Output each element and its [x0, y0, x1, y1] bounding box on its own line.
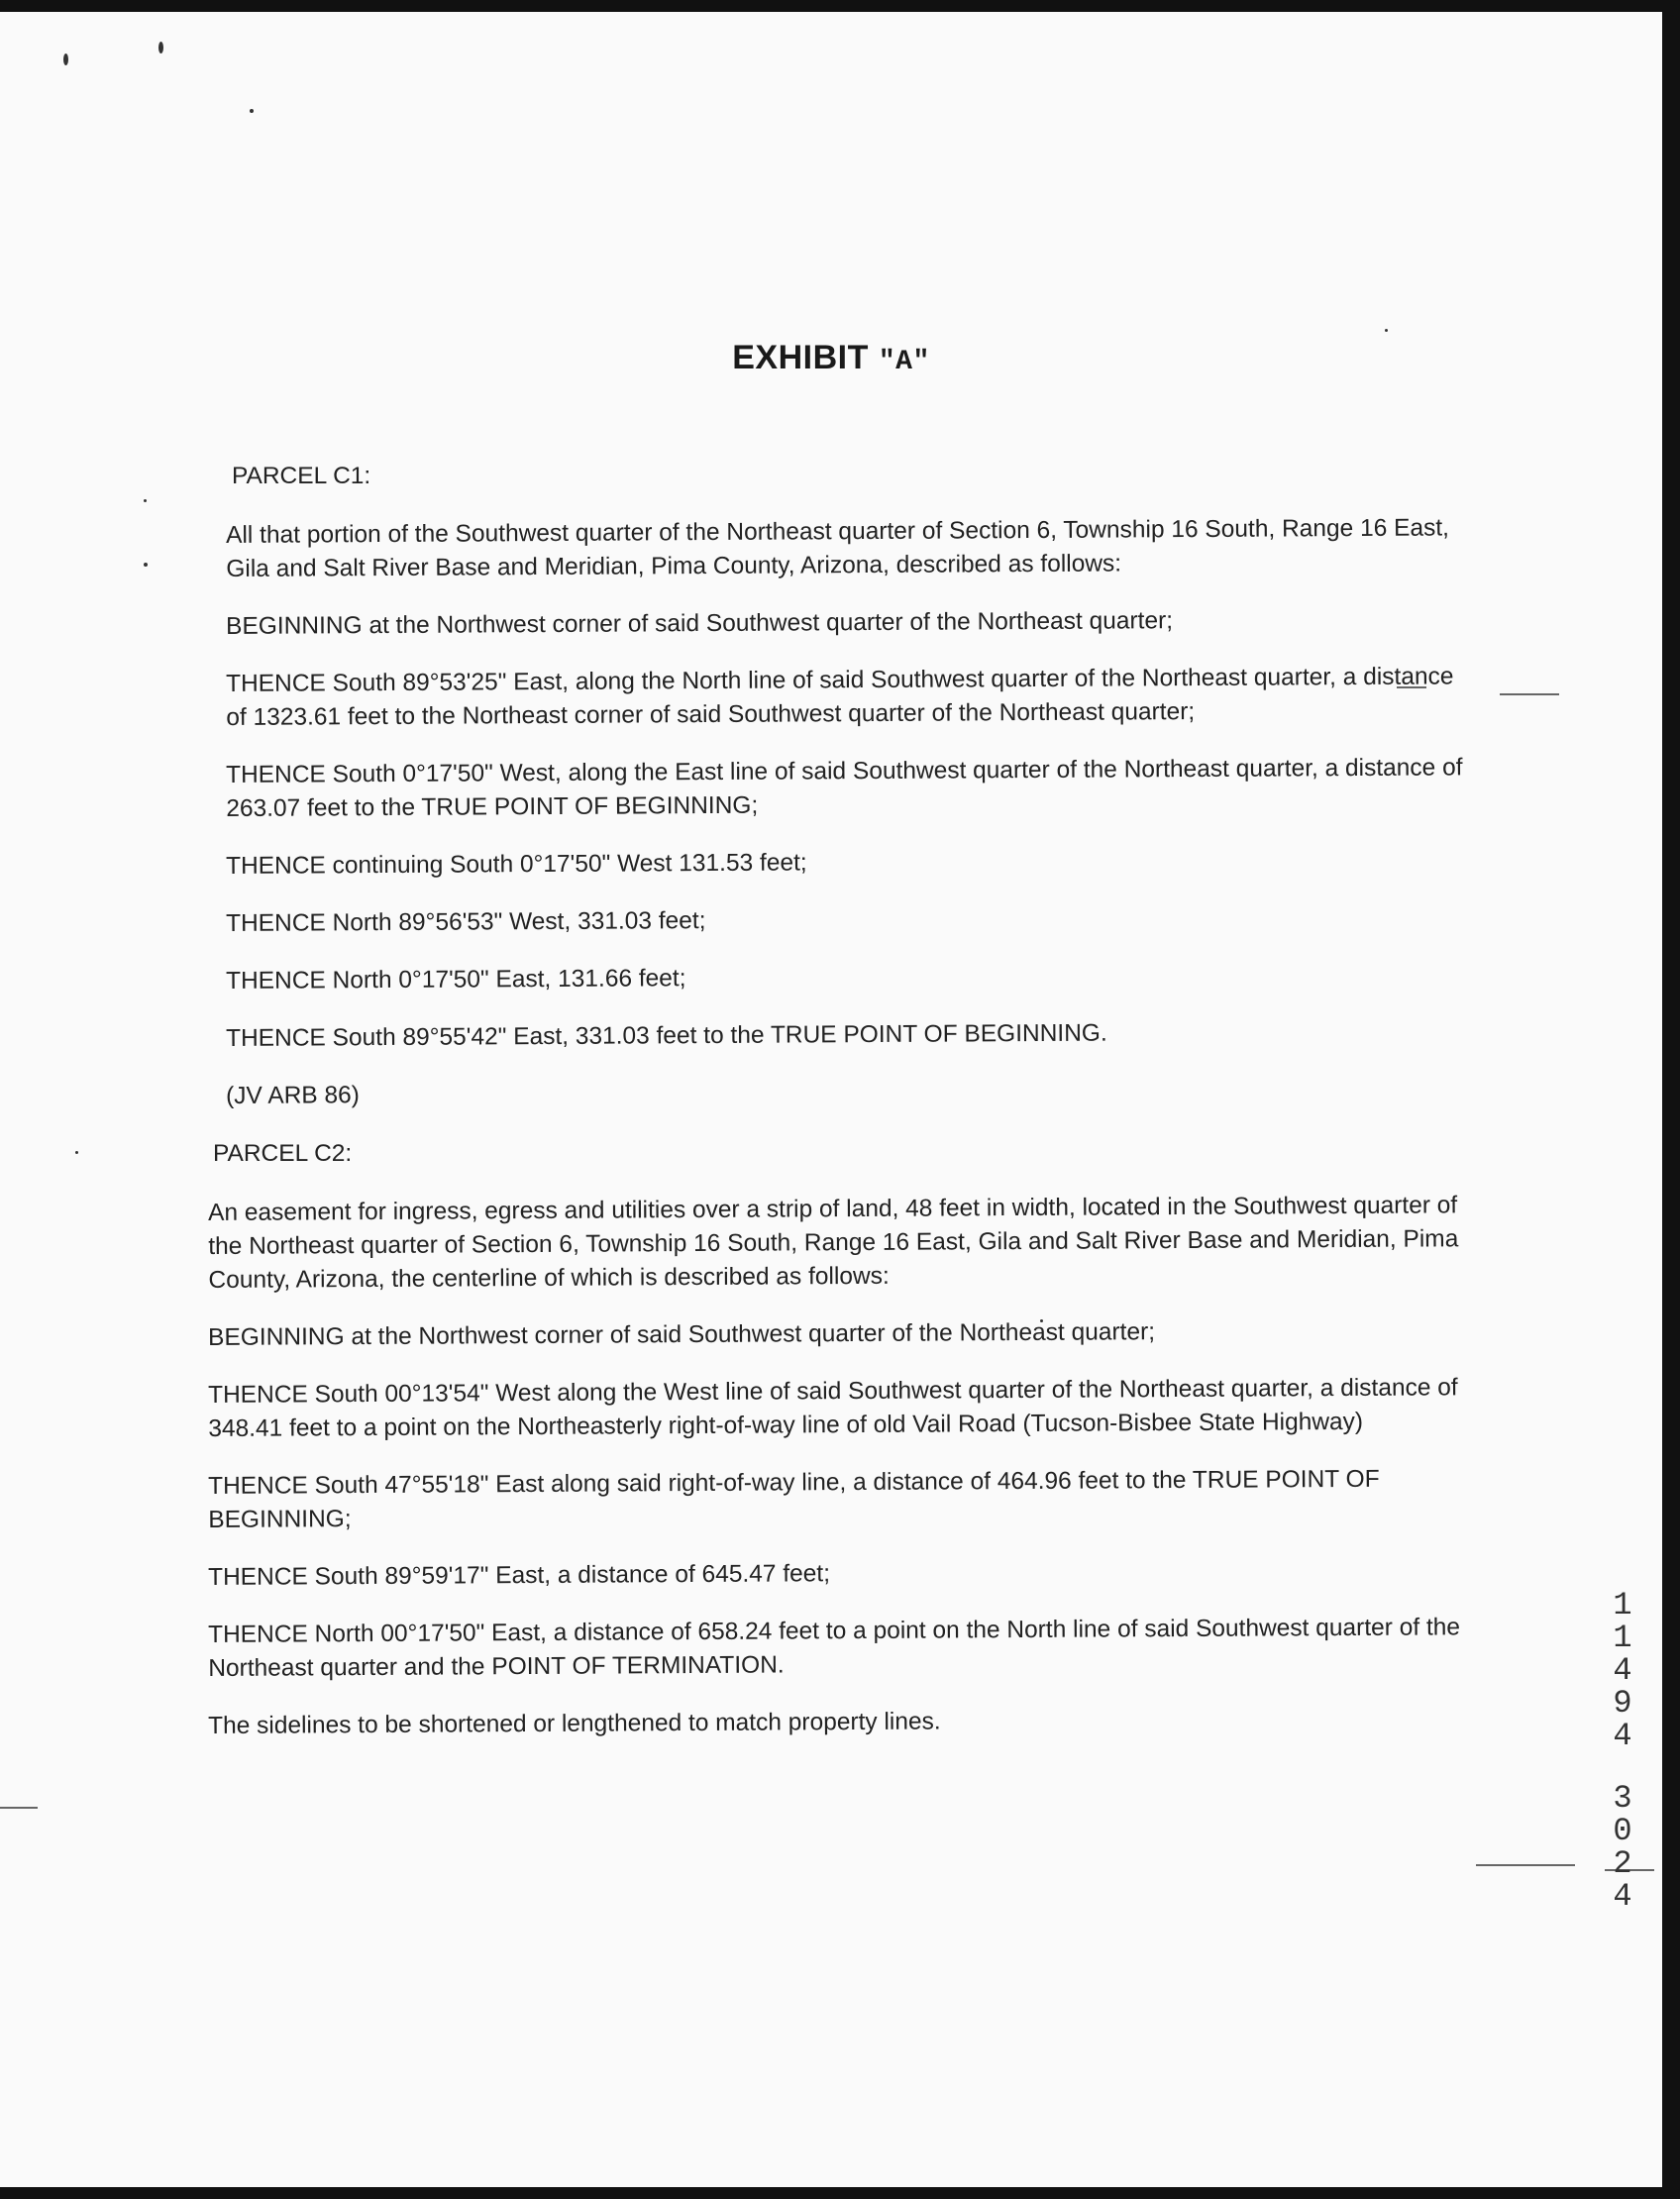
stamp-digit: 1	[1613, 1620, 1632, 1656]
parcel-c2-description: An easement for ingress, egress and utilities over a strip of land, 48 feet in width, located in the Southwest quarter of the Northeast quarter of Section 6, Township 16 South, Range 16 East, Gila and Salt River Base and Meridian, Pima County, Arizona, the centerline of which is described as follows:	[208, 1192, 1459, 1294]
parcel-c1-course-1: THENCE South 89°53'25" East, along the North line of said Southwest quarter of the Northeast quarter, a distance of 1323.61 feet to the Northeast corner of said Southwest quarter of the Northeast quarter;	[226, 663, 1454, 731]
page-title	[0, 339, 1662, 377]
stamp-gap	[1603, 1752, 1642, 1782]
parcel-c1-course-4: THENCE North 89°56'53" West, 331.03 feet;	[226, 907, 706, 937]
parcel-c1-beginning: BEGINNING at the Northwest corner of said Southwest quarter of the Northeast quarter;	[226, 607, 1174, 640]
scan-mark	[0, 1807, 38, 1809]
scan-speck	[158, 42, 163, 53]
parcel-c1-course-3: THENCE continuing South 0°17'50" West 131.53 feet;	[226, 849, 807, 880]
stamp-digit: 3	[1613, 1780, 1632, 1817]
parcel-c1-course-5: THENCE North 0°17'50" East, 131.66 feet;	[226, 965, 686, 995]
scan-speck	[144, 499, 147, 502]
scan-mark	[1500, 693, 1559, 695]
parcel-c1-course-6: THENCE South 89°55'42" East, 331.03 feet to the TRUE POINT OF BEGINNING.	[226, 1019, 1107, 1052]
scan-speck	[75, 1151, 78, 1154]
parcel-c1-heading: PARCEL C1:	[232, 463, 371, 489]
scan-speck	[63, 53, 68, 65]
scan-speck	[250, 109, 254, 113]
parcel-c2-beginning: BEGINNING at the Northwest corner of said Southwest quarter of the Northeast quarter;	[208, 1318, 1156, 1351]
document-number-stamp	[1603, 1589, 1642, 1913]
stamp-digit: 4	[1613, 1652, 1632, 1689]
parcel-c1-reference: (JV ARB 86)	[226, 1082, 360, 1109]
scan-mark	[1476, 1864, 1575, 1866]
stamp-digit: 0	[1613, 1813, 1632, 1849]
scan-speck	[1385, 329, 1388, 332]
stamp-digit: 1	[1613, 1587, 1632, 1623]
parcel-c2-heading: PARCEL C2:	[213, 1140, 353, 1167]
stamp-digit: 2	[1613, 1845, 1632, 1882]
document-body	[208, 460, 1466, 1767]
title-suffix: "A"	[878, 347, 930, 377]
stamp-digit: 4	[1613, 1718, 1632, 1754]
parcel-c2-course-1: THENCE South 00°13'54" West along the West line of said Southwest quarter of the Northeast quarter, a distance of 348.41 feet to a point on the Northeasterly right-of-way line of old Vail Road (Tucson-Bisbee State Highway)	[208, 1374, 1458, 1442]
parcel-c1-course-2: THENCE South 0°17'50" West, along the East line of said Southwest quarter of the Northeast quarter, a distance of 263.07 feet to the TRUE POINT OF BEGINNING;	[226, 754, 1463, 822]
parcel-c2-note: The sidelines to be shortened or lengthened to match property lines.	[208, 1708, 941, 1739]
parcel-c2-course-4: THENCE North 00°17'50" East, a distance of 658.24 feet to a point on the North line of said Southwest quarter of the Northeast quarter and the POINT OF TERMINATION.	[208, 1614, 1461, 1682]
parcel-c1-description: All that portion of the Southwest quarter of the Northeast quarter of Section 6, Township 16 South, Range 16 East, Gila and Salt River Base and Meridian, Pima County, Arizona, described as follows:	[226, 514, 1450, 582]
parcel-c2-course-3: THENCE South 89°59'17" East, a distance of 645.47 feet;	[208, 1560, 831, 1591]
stamp-digit: 4	[1613, 1878, 1632, 1915]
stamp-digit: 9	[1613, 1685, 1632, 1722]
title-text: EXHIBIT	[732, 339, 869, 376]
document-page	[0, 12, 1662, 2187]
scan-speck	[144, 563, 148, 567]
parcel-c2-course-2: THENCE South 47°55'18" East along said right-of-way line, a distance of 464.96 feet to the TRUE POINT OF BEGINNING;	[208, 1465, 1380, 1533]
